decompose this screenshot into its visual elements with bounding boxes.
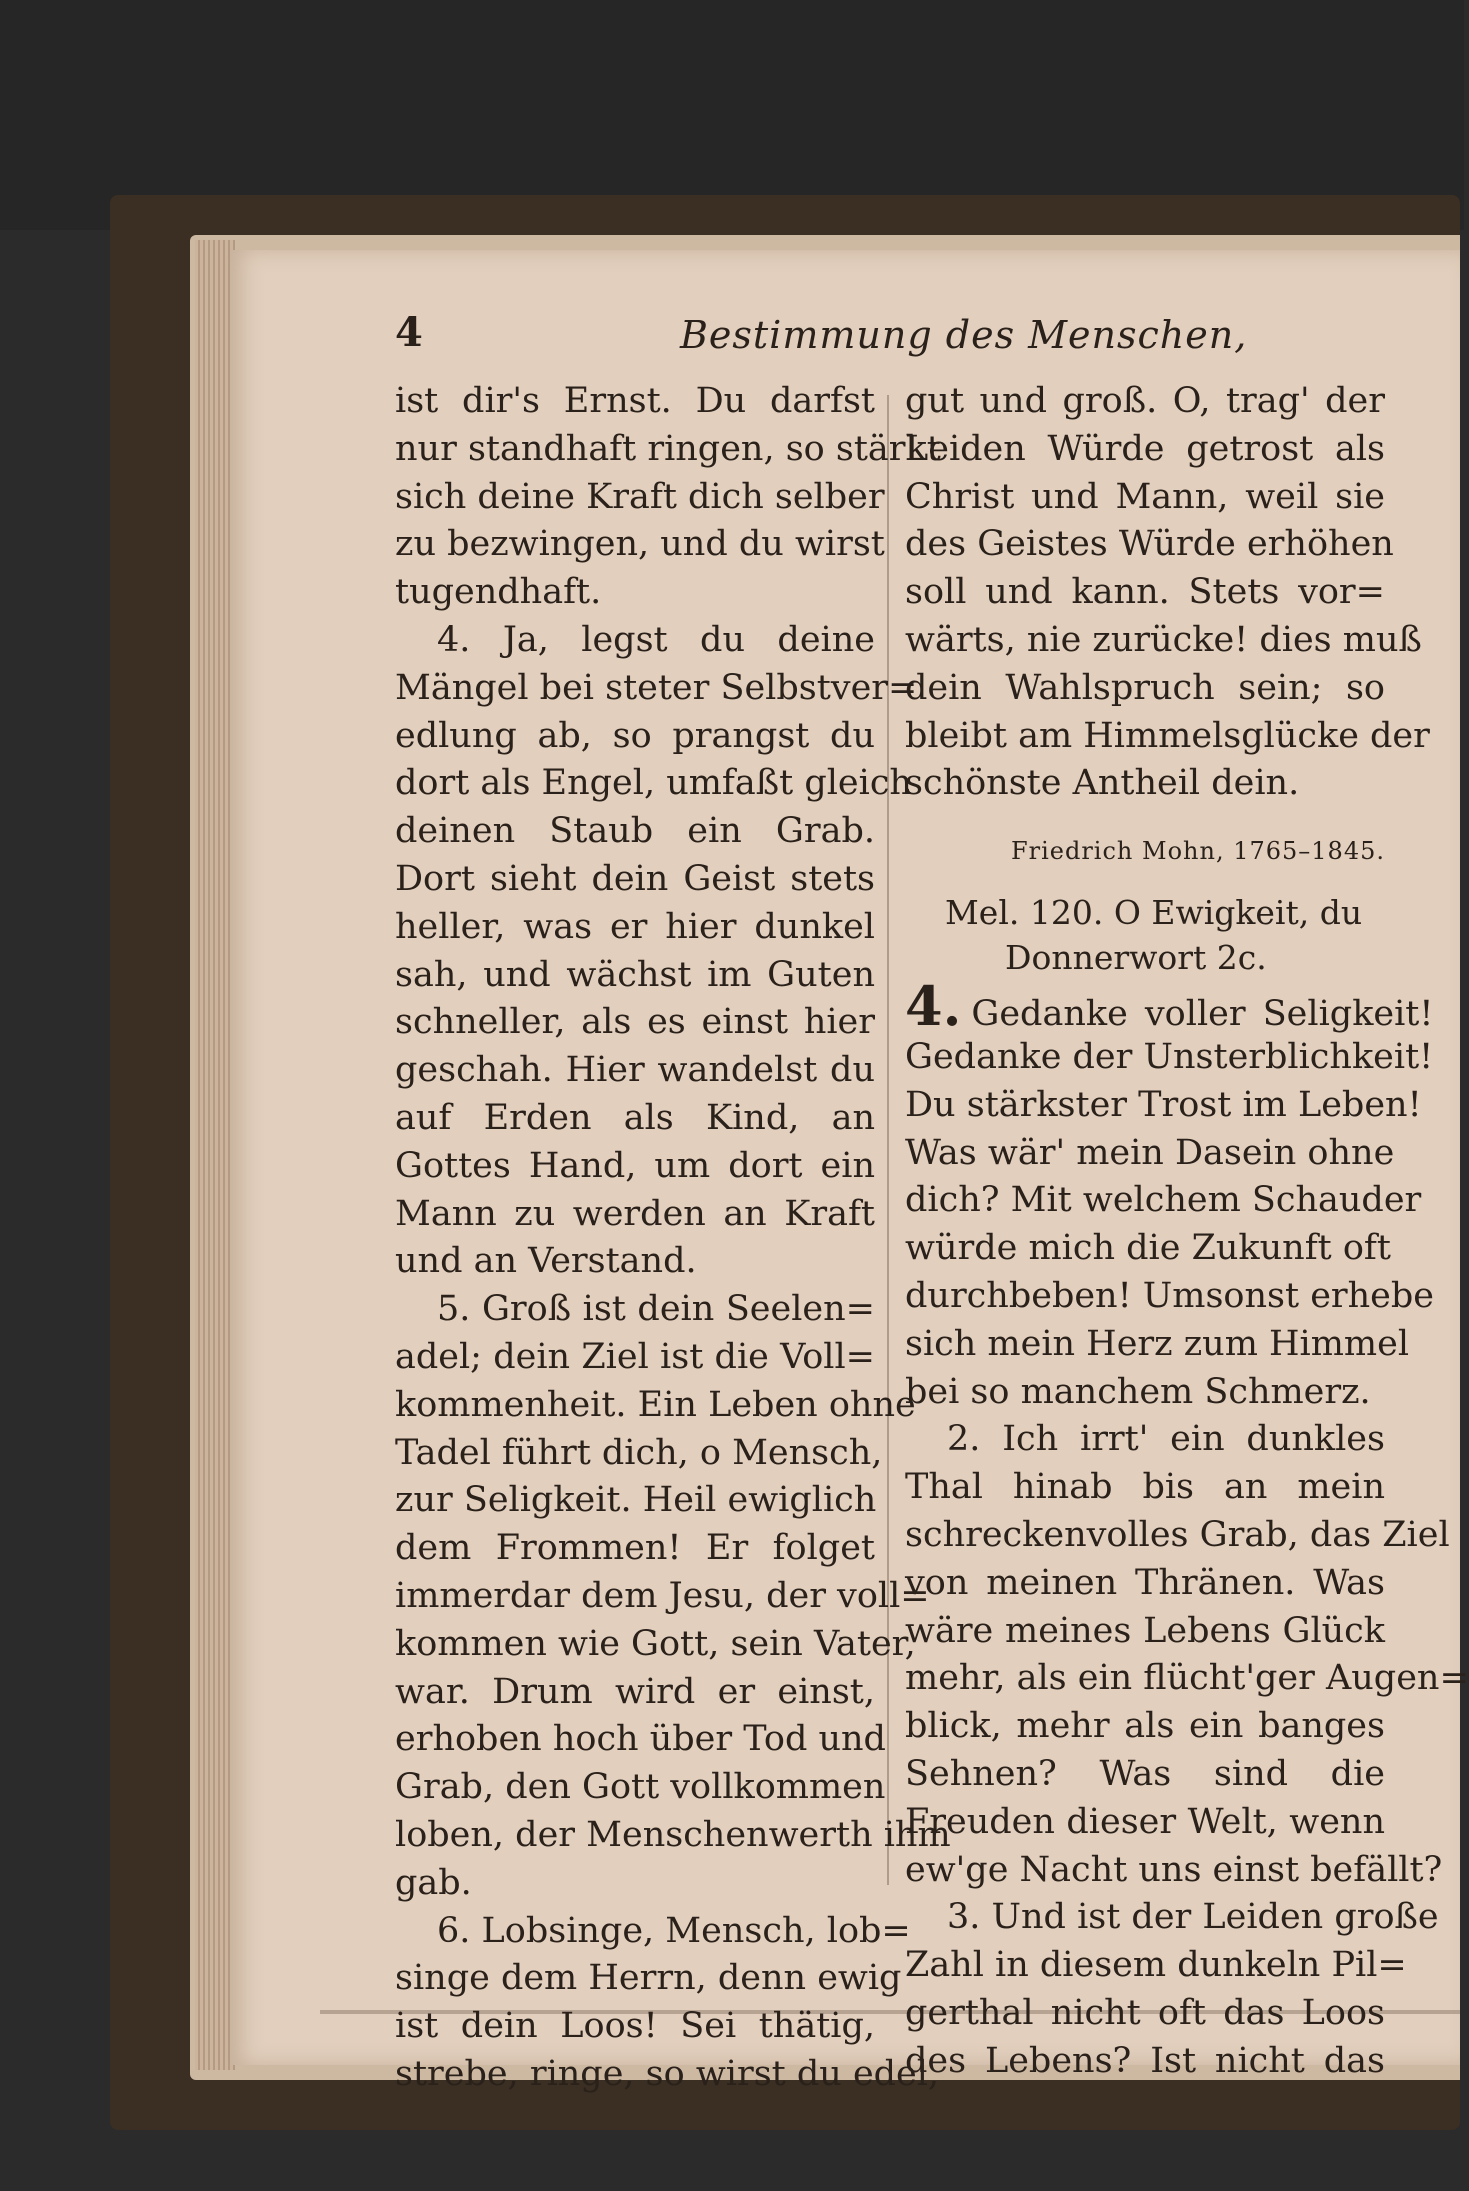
text-line xyxy=(905,1608,1385,1656)
text-line xyxy=(395,1860,875,1908)
text-line xyxy=(905,1082,1422,1130)
text-line xyxy=(905,1990,1385,2038)
text-line xyxy=(395,856,875,904)
text-line xyxy=(395,999,875,1047)
text-line xyxy=(395,1716,886,1764)
text-line xyxy=(395,665,918,713)
text-line-content: dort als Engel, umfaßt gleich xyxy=(395,763,912,804)
text-line-content: strebe, ringe, so wirst du edel, xyxy=(395,2053,940,2094)
text-line-content: Was wär' mein Dasein ohne xyxy=(905,1132,1395,1173)
text-line xyxy=(395,426,941,474)
text-line xyxy=(905,426,1385,474)
melody-line-1: Mel. 120. O Ewigkeit, du xyxy=(945,893,1363,933)
text-line xyxy=(905,665,1385,713)
running-head: Bestimmung des Menschen, xyxy=(680,313,1248,357)
text-line-content: gab. xyxy=(395,1862,472,1903)
text-line-content: kommenheit. Ein Leben ohne xyxy=(395,1384,916,1425)
text-line-content: heller, was er hier dunkel xyxy=(395,906,875,947)
text-line xyxy=(395,617,875,665)
text-line-content: Grab, den Gott vollkommen xyxy=(395,1767,886,1808)
text-line xyxy=(395,1334,875,1382)
text-line xyxy=(395,1908,911,1956)
text-line-content: schneller, als es einst hier xyxy=(395,1002,875,1043)
text-line-content: sah, und wächst im Guten xyxy=(395,954,875,995)
text-line xyxy=(905,1034,1434,1082)
text-line-content: Gedanke voller Seligkeit! xyxy=(971,994,1434,1035)
text-line-content: soll und kann. Stets vor= xyxy=(905,572,1385,613)
text-line xyxy=(905,1130,1395,1178)
text-line xyxy=(905,474,1385,522)
text-line-content: ist dein Loos! Sei thätig, xyxy=(395,2006,875,2047)
text-line xyxy=(395,1477,875,1525)
text-line xyxy=(905,2038,1385,2086)
text-line xyxy=(395,1669,875,1717)
right-column-hymn-text xyxy=(905,974,1469,2085)
text-line-content: Tadel führt dich, o Mensch, xyxy=(395,1432,883,1473)
text-line-content: wärts, nie zurücke! dies muß xyxy=(905,619,1422,660)
text-line-content: bei so manchem Schmerz. xyxy=(905,1371,1371,1412)
text-line xyxy=(395,1238,875,1286)
text-line-content: dein Wahlspruch sein; so xyxy=(905,667,1385,708)
text-line xyxy=(905,1894,1439,1942)
text-line-content: durchbeben! Umsonst erhebe xyxy=(905,1275,1435,1316)
text-line xyxy=(395,1191,875,1239)
text-line-content: erhoben hoch über Tod und xyxy=(395,1719,886,1760)
text-line-content: ew'ge Nacht uns einst befällt? xyxy=(905,1849,1443,1890)
text-line-content: loben, der Menschenwerth ihm xyxy=(395,1814,951,1855)
text-line-content: nur standhaft ringen, so stärkt xyxy=(395,428,941,469)
text-line xyxy=(905,1560,1385,1608)
text-line-content: war. Drum wird er einst, xyxy=(395,1671,875,1712)
text-line xyxy=(905,1703,1385,1751)
text-line-content: singe dem Herrn, denn ewig xyxy=(395,1958,902,1999)
text-line xyxy=(395,521,885,569)
text-line-content: Mängel bei steter Selbstver= xyxy=(395,667,918,708)
text-line xyxy=(905,1225,1391,1273)
text-line xyxy=(905,1847,1443,1895)
text-line xyxy=(395,1047,875,1095)
text-line xyxy=(905,1655,1469,1703)
text-line xyxy=(905,617,1422,665)
text-line-content: mehr, als ein flücht'ger Augen= xyxy=(905,1658,1469,1699)
text-line xyxy=(905,1416,1385,1464)
text-line xyxy=(905,1273,1435,1321)
text-line-content: dem Frommen! Er folget xyxy=(395,1528,875,1569)
text-line xyxy=(395,1430,883,1478)
text-line-content: Thal hinab bis an mein xyxy=(905,1467,1385,1508)
text-line-content: des Geistes Würde erhöhen xyxy=(905,524,1394,565)
text-line-content: Freuden dieser Welt, wenn xyxy=(905,1801,1385,1842)
text-line-content: auf Erden als Kind, an xyxy=(395,1097,875,1138)
text-line xyxy=(395,2051,940,2099)
melody-line-2: Donnerwort 2c. xyxy=(1005,938,1267,978)
text-line xyxy=(395,1573,930,1621)
text-line-content: Zahl in diesem dunkeln Pil= xyxy=(905,1945,1407,1986)
text-line-content: 3. Und ist der Leiden große xyxy=(947,1897,1439,1938)
text-line xyxy=(905,521,1394,569)
text-line-content: 2. Ich irrt' ein dunkles xyxy=(947,1419,1385,1460)
text-line xyxy=(395,1764,886,1812)
text-line-content: ist dir's Ernst. Du darfst xyxy=(395,381,875,421)
left-column xyxy=(395,378,951,2099)
text-line xyxy=(395,1812,951,1860)
text-line-content: zu bezwingen, und du wirst xyxy=(395,524,885,565)
right-column xyxy=(905,378,1469,2086)
text-line xyxy=(905,569,1385,617)
text-line-content: Leiden Würde getrost als xyxy=(905,428,1385,469)
text-line xyxy=(395,904,875,952)
text-line xyxy=(395,1955,902,2003)
text-line-content: edlung ab, so prangst du xyxy=(395,715,875,756)
text-line-content: Dort sieht dein Geist stets xyxy=(395,858,875,899)
text-line-content: wäre meines Lebens Glück xyxy=(905,1610,1385,1651)
text-line-content: kommen wie Gott, sein Vater, xyxy=(395,1623,916,1664)
text-line-content: Christ und Mann, weil sie xyxy=(905,476,1385,517)
text-line-content: zur Seligkeit. Heil ewiglich xyxy=(395,1480,877,1521)
text-line-content: geschah. Hier wandelst du xyxy=(395,1050,875,1091)
text-line xyxy=(395,1525,875,1573)
text-line xyxy=(905,378,1385,426)
text-line-content: gut und groß. O, trag' der xyxy=(905,381,1385,421)
text-line xyxy=(905,1177,1422,1225)
text-line-content: adel; dein Ziel ist die Voll= xyxy=(395,1336,875,1377)
text-line xyxy=(395,713,875,761)
text-line-content: dich? Mit welchem Schauder xyxy=(905,1180,1422,1221)
text-line-content: gerthal nicht oft das Loos xyxy=(905,1992,1385,2033)
text-line xyxy=(395,1286,875,1334)
text-line xyxy=(395,952,875,1000)
text-line xyxy=(395,378,875,426)
text-line xyxy=(905,760,1385,808)
text-line-content: Sehnen? Was sind die xyxy=(905,1753,1385,1794)
text-line-content: von meinen Thränen. Was xyxy=(905,1562,1385,1603)
text-line-content: tugendhaft. xyxy=(395,572,602,613)
page-number: 4 xyxy=(395,309,423,356)
text-line-content: 6. Lobsinge, Mensch, lob= xyxy=(437,1910,911,1951)
text-line-content: sich mein Herz zum Himmel xyxy=(905,1323,1410,1364)
text-line-content: immerdar dem Jesu, der voll= xyxy=(395,1575,930,1616)
page-edges xyxy=(195,240,235,2070)
melody-note xyxy=(905,890,1385,980)
text-line xyxy=(395,2003,875,2051)
text-line xyxy=(905,1464,1385,1512)
text-line-content: 4. Ja, legst du deine xyxy=(437,619,875,660)
text-line xyxy=(395,1382,916,1430)
text-line xyxy=(395,1095,875,1143)
author-attribution: Friedrich Mohn, 1765–1845. xyxy=(1010,837,1385,866)
text-line-content: des Lebens? Ist nicht das xyxy=(905,2040,1385,2081)
text-line xyxy=(905,713,1430,761)
text-line-content: blick, mehr als ein banges xyxy=(905,1706,1385,1747)
text-line-content: schönste Antheil dein. xyxy=(905,763,1300,804)
text-line xyxy=(905,1369,1385,1417)
text-line-content: Du stärkster Trost im Leben! xyxy=(905,1084,1422,1125)
text-line-content: deinen Staub ein Grab. xyxy=(395,811,875,852)
text-line xyxy=(395,1143,875,1191)
text-line-content: Gedanke der Unsterblichkeit! xyxy=(905,1036,1434,1077)
text-line xyxy=(905,1942,1407,1990)
text-line-content: bleibt am Himmelsglücke der xyxy=(905,715,1430,756)
text-line xyxy=(905,1751,1385,1799)
text-line-content: Mann zu werden an Kraft xyxy=(395,1193,875,1234)
text-line xyxy=(905,974,1434,1039)
text-line xyxy=(395,808,875,856)
text-line xyxy=(905,1799,1385,1847)
right-column-top-text xyxy=(905,378,1430,808)
text-line-content: würde mich die Zukunft oft xyxy=(905,1228,1391,1269)
hymn-number: 4. xyxy=(905,974,962,1039)
text-line xyxy=(905,1512,1450,1560)
text-line-content: 5. Groß ist dein Seelen= xyxy=(437,1289,875,1330)
text-line xyxy=(395,1621,916,1669)
text-line xyxy=(395,569,875,617)
text-line-content: Gottes Hand, um dort ein xyxy=(395,1145,875,1186)
text-line-content: schreckenvolles Grab, das Ziel xyxy=(905,1514,1450,1555)
text-line-content: sich deine Kraft dich selber xyxy=(395,476,885,517)
page-header xyxy=(395,305,1415,365)
text-line xyxy=(905,1321,1410,1369)
text-line-content: und an Verstand. xyxy=(395,1241,697,1282)
text-line xyxy=(395,760,912,808)
text-line xyxy=(395,474,885,522)
